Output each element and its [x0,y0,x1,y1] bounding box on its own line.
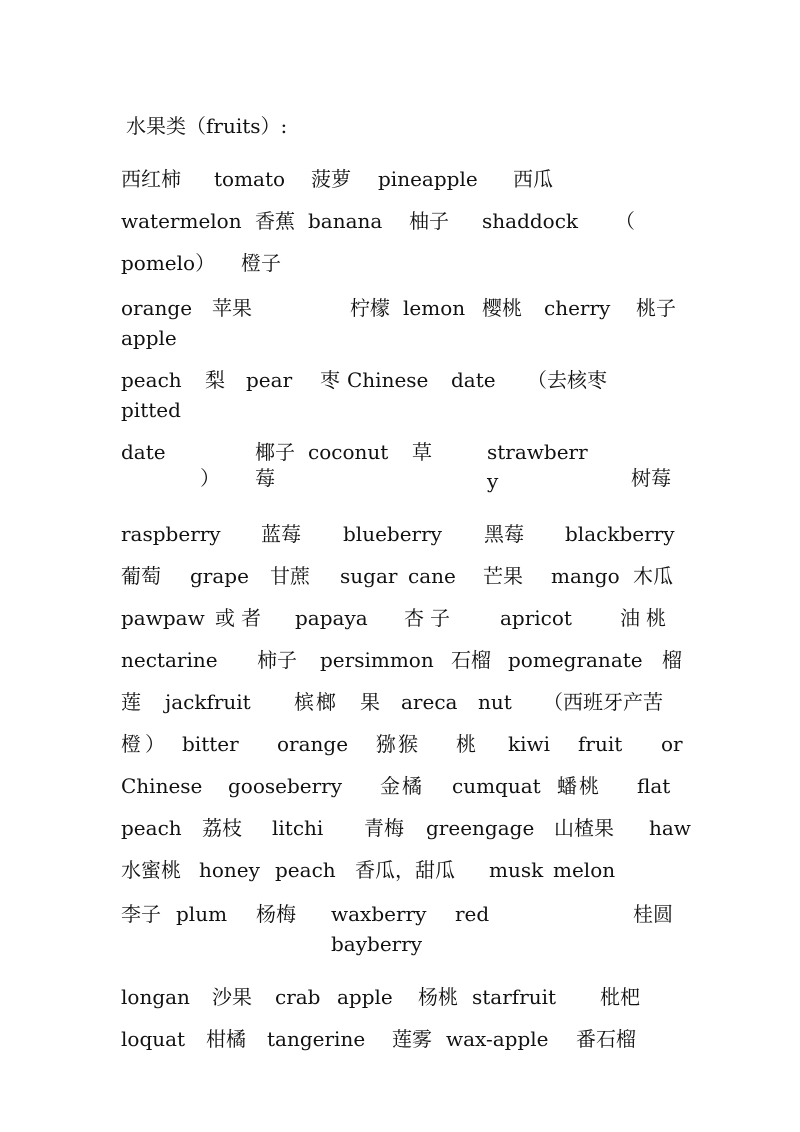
word: peach [275,858,336,882]
word: 桃子 [636,296,676,320]
word: raspberry [121,522,221,546]
word: fruit [578,732,623,756]
word: 草 [412,440,432,464]
word: papaya [295,606,368,630]
word: date [121,440,166,464]
word: 柿子 [257,648,297,672]
word: 莓 [255,466,275,490]
word: date [451,368,496,392]
word: 香蕉 [255,209,295,233]
word: 油桃 [620,606,672,630]
word: 枣 [320,368,340,392]
word: banana [308,209,383,233]
word: sugar [340,564,398,588]
word: loquat [121,1027,186,1051]
word: watermelon [121,209,242,233]
word: apple [337,985,393,1009]
word: 柚子 [409,209,449,233]
word: bayberry [331,932,423,956]
word: 青梅 [364,816,404,840]
word: 树莓 [631,466,671,490]
word: coconut [308,440,389,464]
word: flat [637,774,671,798]
word: 橙子 [241,251,281,275]
word: （西班牙产苦 [543,690,663,714]
word: tomato [214,167,286,191]
word: gooseberry [228,774,343,798]
word: nectarine [121,648,218,672]
word: 葡萄 [121,564,161,588]
word: 果 [360,690,380,714]
word: peach [121,816,182,840]
word: pitted [121,398,181,422]
word: 莲 [121,690,141,714]
word: 山楂果 [554,816,614,840]
word: 西红柿 [121,167,181,191]
word: musk [489,858,544,882]
word: cane [408,564,456,588]
word: kiwi [508,732,551,756]
word: 桃 [456,732,476,756]
word: 水蜜桃 [121,858,181,882]
word: （去核枣 [527,368,607,392]
word: melon [553,858,616,882]
word: 猕猴 [376,732,420,756]
word: 苹果 [212,296,252,320]
word: 樱桃 [482,296,522,320]
word: 木瓜 [633,564,673,588]
word: orange [121,296,193,320]
word: red [455,902,490,926]
word: 杨梅 [256,902,296,926]
word: Chinese [347,368,429,392]
word: 或者 [215,606,267,630]
word: or [661,732,683,756]
word: litchi [272,816,324,840]
word: mango [551,564,620,588]
heading-text: 水果类（fruits）: [126,114,288,138]
word: pear [246,368,293,392]
word: longan [121,985,190,1009]
word: 菠萝 [311,167,351,191]
word: 梨 [205,368,225,392]
word: pawpaw [121,606,205,630]
word: apple [121,326,177,350]
word: cumquat [452,774,541,798]
word: 芒果 [483,564,523,588]
word: 石榴 [451,648,491,672]
word: 柑橘 [206,1027,246,1051]
word: 沙果 [212,985,252,1009]
word: cherry [544,296,611,320]
word: crab [275,985,321,1009]
word: 西瓜 [513,167,553,191]
word: 番石榴 [576,1027,636,1051]
word: persimmon [320,648,434,672]
word: 槟榔 [294,690,338,714]
word: ） [200,466,220,490]
word: apricot [500,606,572,630]
word: 莲雾 [392,1027,432,1051]
word: 蟠桃 [557,774,601,798]
word: nut [478,690,512,714]
word: peach [121,368,182,392]
word: 榴 [662,648,682,672]
word: orange [277,732,349,756]
word: jackfruit [165,690,251,714]
word: bitter [182,732,239,756]
word: 椰子 [255,440,295,464]
word: 李子 [121,902,161,926]
word: 柠檬 [350,296,390,320]
word: grape [190,564,249,588]
word: pomegranate [508,648,643,672]
word: 橙） [121,732,169,756]
word: 杨桃 [418,985,458,1009]
word: y [487,469,499,493]
word: 荔枝 [202,816,242,840]
word: strawberr [487,440,588,464]
word: 甘蔗 [270,564,310,588]
word: blackberry [565,522,675,546]
word: 香瓜，甜瓜 [355,858,455,882]
word: 枇杷 [600,985,640,1009]
word: plum [176,902,228,926]
word: wax-apple [446,1027,549,1051]
word: starfruit [472,985,557,1009]
word: 杏子 [404,606,456,630]
word: 蓝莓 [261,522,301,546]
word: haw [649,816,691,840]
word: tangerine [267,1027,366,1051]
word: Chinese [121,774,203,798]
word: 桂圆 [633,902,673,926]
word: 金橘 [380,774,424,798]
word: greengage [426,816,535,840]
word: pomelo） [121,251,216,275]
word: waxberry [331,902,427,926]
word: areca [401,690,458,714]
word: blueberry [343,522,442,546]
word: 黑莓 [484,522,524,546]
word: lemon [403,296,466,320]
word: pineapple [378,167,478,191]
word: shaddock [482,209,579,233]
word: honey [199,858,260,882]
word: （ [615,209,635,233]
